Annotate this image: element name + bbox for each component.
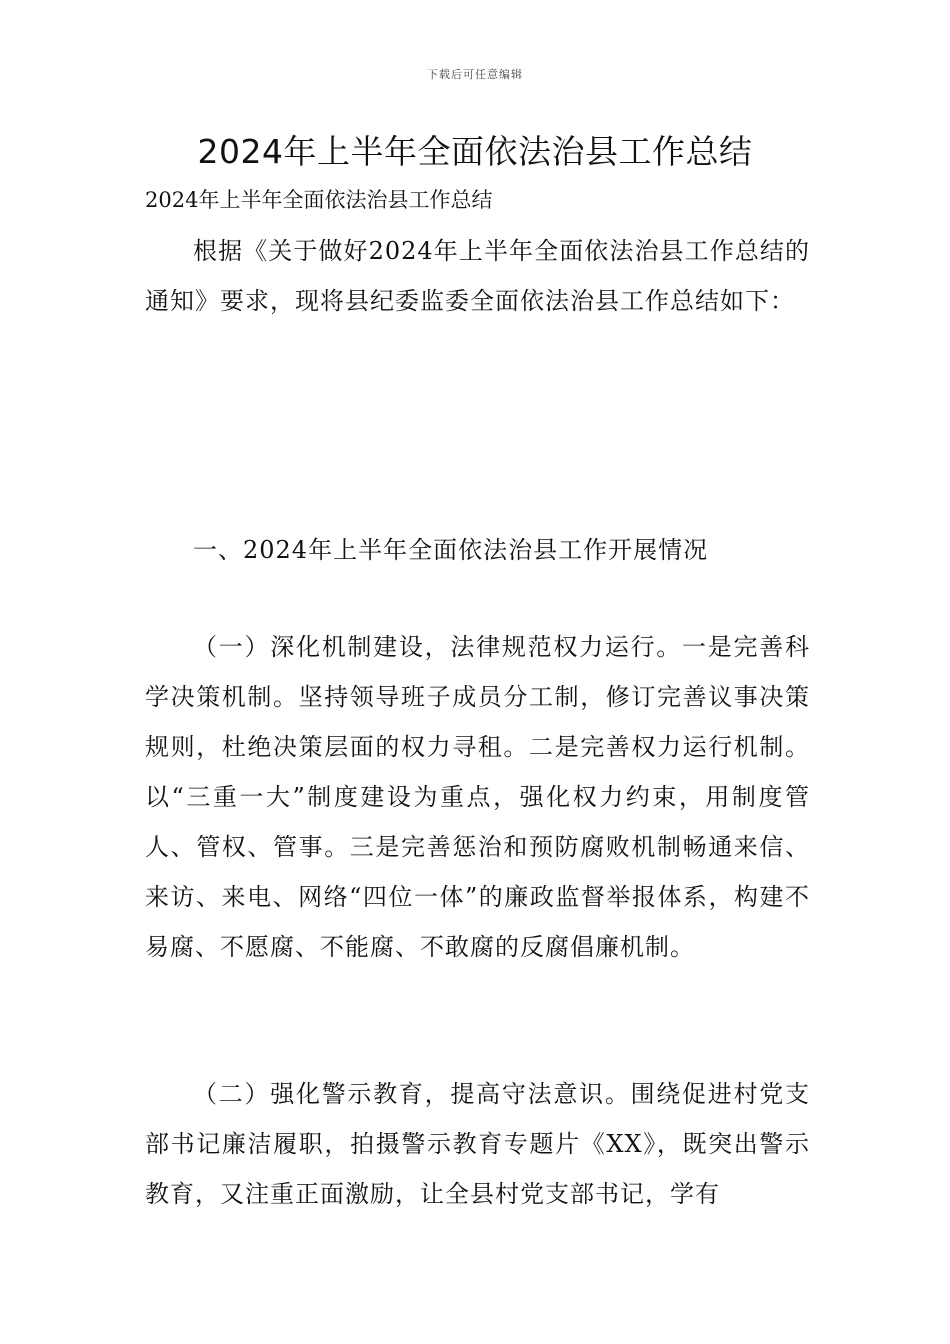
section-heading: 一、2024年上半年全面依法治县工作开展情况	[193, 536, 709, 564]
download-note: 下载后可任意编辑	[427, 68, 523, 81]
section-paragraph-2: （二）强化警示教育，提高守法意识。围绕促进村党支部书记廉洁履职，拍摄警示教育专题片《XX》，既突出警示教育，又注重正面激励，让全县村党支部书记，学有	[145, 1080, 810, 1208]
document-title: 2024年上半年全面依法治县工作总结	[197, 132, 753, 171]
document-subtitle: 2024年上半年全面依法治县工作总结	[145, 188, 493, 212]
intro-paragraph: 根据《关于做好2024年上半年全面依法治县工作总结的通知》要求，现将县纪委监委全面依法治县工作总结如下：	[145, 237, 810, 315]
section-paragraph-1: （一）深化机制建设，法律规范权力运行。一是完善科学决策机制。坚持领导班子成员分工制，修订完善议事决策规则，杜绝决策层面的权力寻租。二是完善权力运行机制。以“三重一大”制度建设为重点，强化权力约束，用制度管人、管权、管事。三是完善惩治和预防腐败机制畅通来信、来访、来电、网络“四位一体”的廉政监督举报体系，构建不易腐、不愿腐、不能腐、不敢腐的反腐倡廉机制。	[145, 633, 810, 961]
